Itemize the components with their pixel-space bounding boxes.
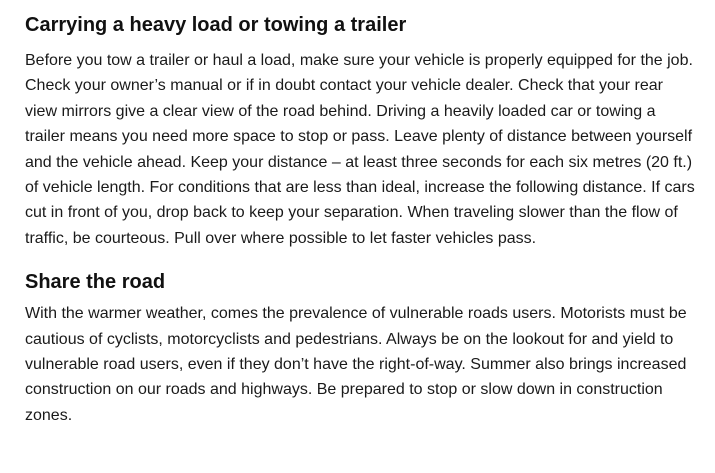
section-heading-share-the-road: Share the road <box>25 271 166 294</box>
section-towing <box>25 12 695 251</box>
section-body-towing: Before you tow a trailer or haul a load, make sure your vehicle is properly equipped for the job. Check your owner’s manual or if in doubt contact your vehicle dealer. Check that your rear view mirrors give a clear view of the road behind. Driving a heavily loaded car or towing a trailer means you need more space to stop or pass. Leave plenty of distance between yourself and the vehicle ahead. Keep your distance – at least three seconds for each six metres (20 ft.) of vehicle length. For conditions that are less than ideal, increase the following distance. If cars cut in front of you, drop back to keep your separation. When traveling slower than the flow of traffic, be courteous. Pull over where possible to let faster vehicles pass. <box>25 52 695 247</box>
section-heading-towing: Carrying a heavy load or towing a trailer <box>25 14 407 36</box>
section-share-the-road <box>25 269 695 428</box>
section-body-share-the-road: With the warmer weather, comes the prevalence of vulnerable roads users. Motorists must be cautious of cyclists, motorcyclists and pedestrians. Always be on the lookout for and yield to vulnerable road users, even if they don’t have the right-of-way. Summer also brings increased construction on our roads and highways. Be prepared to stop or slow down in construction zones. <box>25 305 687 424</box>
